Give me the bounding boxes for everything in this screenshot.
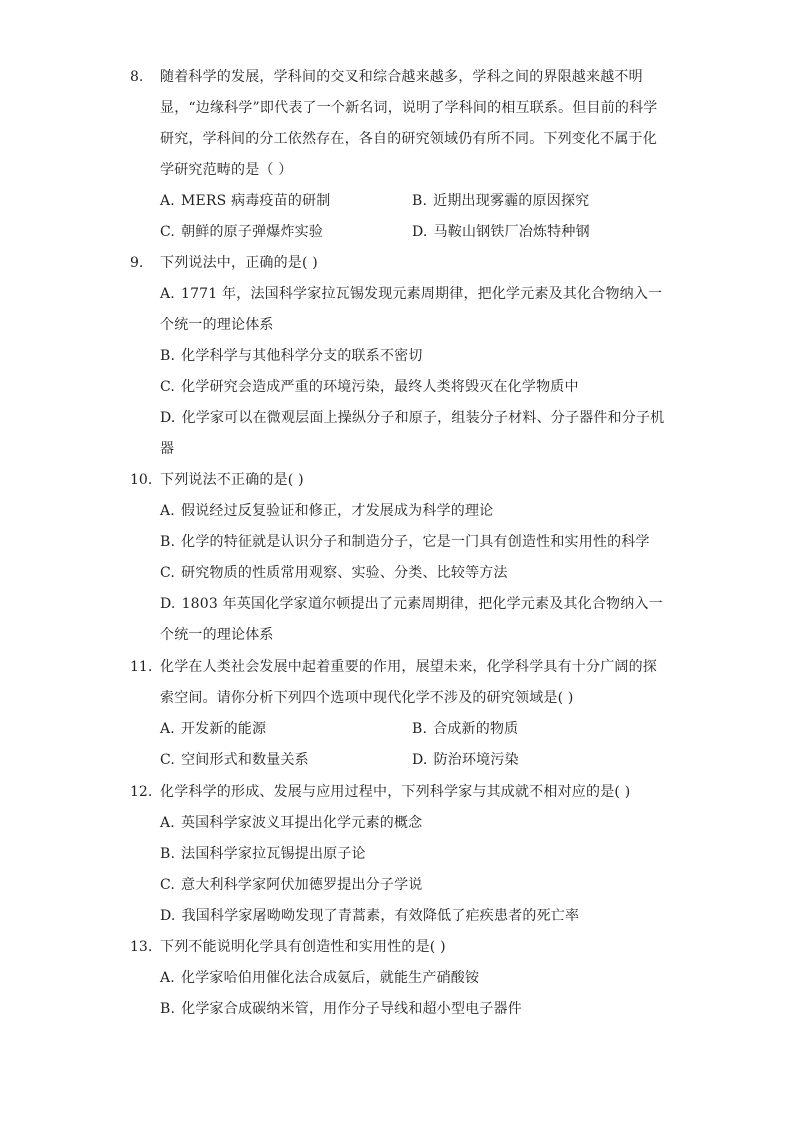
option-letter: C. — [160, 752, 176, 768]
question-body — [160, 62, 670, 248]
option-letter: D. — [412, 224, 428, 240]
question-12 — [130, 777, 670, 932]
option-letter: B. — [412, 721, 428, 737]
option-d[interactable] — [160, 901, 670, 932]
option-text: 英国科学家波义耳提出化学元素的概念 — [180, 815, 423, 831]
question-11 — [130, 652, 670, 776]
option-text: 开发新的能源 — [180, 721, 267, 737]
option-letter: D. — [160, 908, 176, 924]
question-stem: 化学在人类社会发展中起着重要的作用，展望未来，化学科学具有十分广阔的探索空间。请你分析下列四个选项中现代化学不涉及的研究领域是( ) — [160, 659, 657, 706]
option-d[interactable] — [412, 217, 672, 248]
option-text: 化学家可以在微观层面上操纵分子和原子，组装分子材料、分子器件和分子机器 — [160, 410, 665, 457]
option-d[interactable] — [160, 589, 670, 651]
option-letter: C. — [160, 224, 176, 240]
option-text: 空间形式和数量关系 — [181, 752, 309, 768]
option-b[interactable] — [412, 186, 672, 217]
option-text: 假说经过反复验证和修正，才发展成为科学的理论 — [180, 503, 494, 519]
question-body — [160, 465, 670, 651]
option-a[interactable] — [160, 808, 670, 839]
question-stem: 下列不能说明化学具有创造性和实用性的是( ) — [160, 939, 446, 955]
option-letter: B. — [160, 846, 176, 862]
option-text: 合成新的物质 — [433, 721, 519, 737]
option-a[interactable] — [160, 714, 412, 745]
option-letter: D. — [160, 410, 176, 426]
option-c[interactable] — [160, 558, 670, 589]
option-text: 1803 年英国化学家道尔顿提出了元素周期律，把化学元素及其化合物纳入一个统一的理论体系 — [160, 596, 663, 643]
question-stem: 下列说法中，正确的是( ) — [160, 255, 318, 271]
question-13 — [130, 932, 670, 1025]
option-letter: D. — [412, 752, 428, 768]
option-text: 研究物质的性质常用观察、实验、分类、比较等方法 — [181, 565, 508, 581]
question-number: 9. — [130, 255, 144, 271]
option-text: 我国科学家屠呦呦发现了青蒿素，有效降低了疟疾患者的死亡率 — [181, 908, 580, 924]
option-b[interactable] — [160, 341, 670, 372]
option-a[interactable] — [160, 279, 670, 341]
question-10 — [130, 465, 670, 651]
option-text: 近期出现雾霾的原因探究 — [433, 193, 590, 209]
question-body — [160, 777, 670, 932]
option-d[interactable] — [160, 403, 670, 465]
option-text: 化学研究会造成严重的环境污染，最终人类将毁灭在化学物质中 — [181, 379, 579, 395]
question-stem: 化学科学的形成、发展与应用过程中，下列科学家与其成就不相对应的是( ) — [160, 784, 631, 800]
option-letter: A. — [160, 815, 175, 831]
question-body — [160, 652, 670, 776]
option-letter: A. — [160, 721, 175, 737]
option-letter: B. — [160, 1001, 176, 1017]
option-text: 朝鲜的原子弹爆炸实验 — [181, 224, 324, 240]
option-letter: A. — [160, 286, 175, 302]
option-a[interactable] — [160, 963, 670, 994]
options-grid — [160, 186, 670, 248]
option-text: 化学科学与其他科学分支的联系不密切 — [181, 348, 423, 364]
option-letter: A. — [160, 503, 175, 519]
option-text: 意大利科学家阿伏加德罗提出分子学说 — [181, 877, 423, 893]
option-text: 化学的特征就是认识分子和制造分子，它是一门具有创造性和实用性的科学 — [181, 534, 650, 550]
option-letter: B. — [160, 534, 176, 550]
question-number: 11. — [130, 659, 153, 675]
question-number: 8. — [130, 69, 144, 85]
option-letter: B. — [412, 193, 428, 209]
question-number: 13. — [130, 939, 153, 955]
option-c[interactable] — [160, 870, 670, 901]
option-b[interactable] — [160, 527, 670, 558]
question-number: 10. — [130, 472, 153, 488]
option-b[interactable] — [160, 994, 670, 1025]
option-letter: C. — [160, 877, 176, 893]
option-b[interactable] — [160, 839, 670, 870]
option-c[interactable] — [160, 372, 670, 403]
option-a[interactable] — [160, 496, 670, 527]
option-letter: D. — [160, 596, 176, 612]
option-text: MERS 病毒疫苗的研制 — [180, 193, 331, 209]
option-text: 法国科学家拉瓦锡提出原子论 — [181, 846, 366, 862]
option-b[interactable] — [412, 714, 672, 745]
options-grid — [160, 714, 670, 776]
question-number: 12. — [130, 784, 153, 800]
option-text: 马鞍山钢铁厂冶炼特种钢 — [433, 224, 590, 240]
option-letter: A. — [160, 193, 175, 209]
question-body — [160, 248, 670, 465]
option-letter: C. — [160, 379, 176, 395]
question-body — [160, 932, 670, 1025]
option-letter: A. — [160, 970, 175, 986]
question-9 — [130, 248, 670, 465]
option-c[interactable] — [160, 217, 412, 248]
question-stem: 下列说法不正确的是( ) — [160, 472, 304, 488]
option-c[interactable] — [160, 745, 412, 776]
option-a[interactable] — [160, 186, 412, 217]
option-text: 化学家哈伯用催化法合成氨后，就能生产硝酸铵 — [180, 970, 480, 986]
option-text: 1771 年，法国科学家拉瓦锡发现元素周期律，把化学元素及其化合物纳入一个统一的理论体系 — [160, 286, 663, 333]
option-letter: B. — [160, 348, 176, 364]
option-letter: C. — [160, 565, 176, 581]
question-stem: 随着科学的发展，学科间的交叉和综合越来越多，学科之间的界限越来越不明显，“边缘科学”即代表了一个新名词，说明了学科间的相互联系。但目前的科学研究，学科间的分工依然存在，各自的研究领域仍有所不同。下列变化不属于化学研究范畴的是（ ） — [160, 69, 658, 178]
option-text: 化学家合成碳纳米管，用作分子导线和超小型电子器件 — [181, 1001, 522, 1017]
option-text: 防治环境污染 — [433, 752, 519, 768]
question-8 — [130, 62, 670, 248]
option-d[interactable] — [412, 745, 672, 776]
